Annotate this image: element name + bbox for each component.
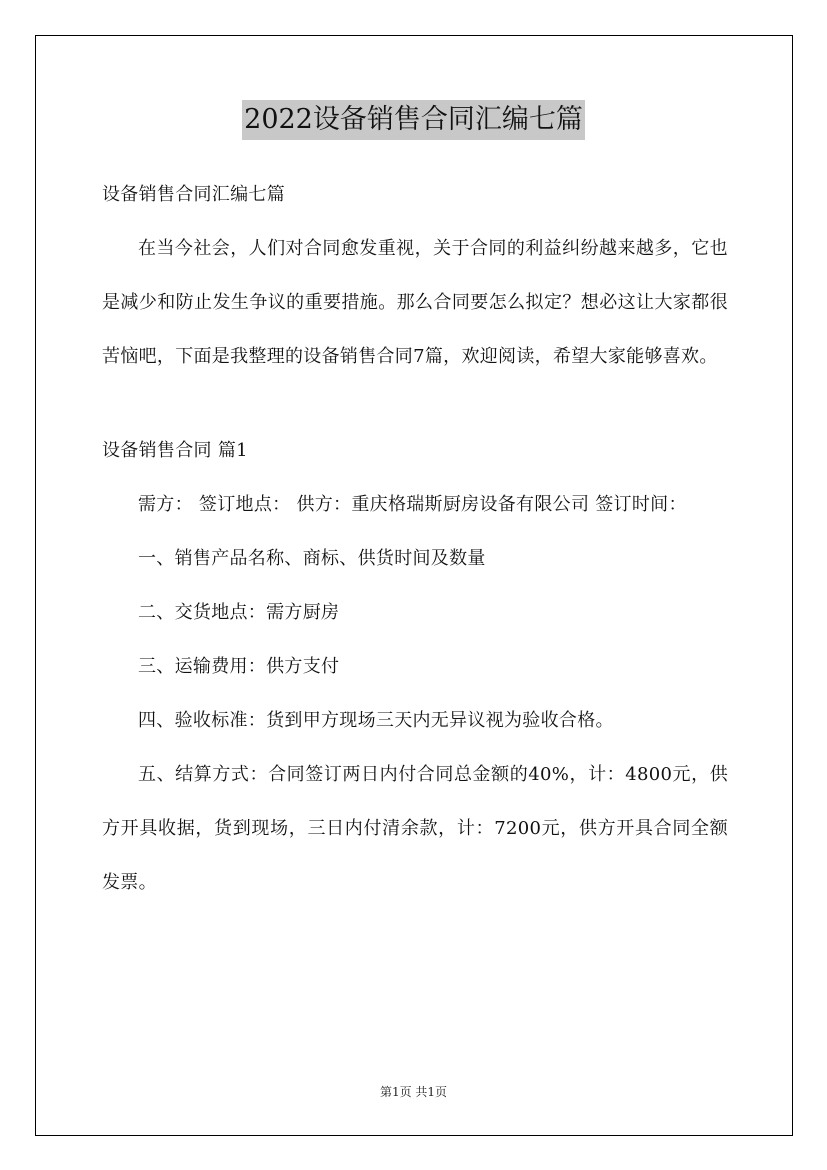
intro-paragraph: 在当今社会，人们对合同愈发重视，关于合同的利益纠纷越来越多，它也是减少和防止发生争议的重要措施。那么合同要怎么拟定？想必这让大家都很苦恼吧，下面是我整理的设备销售合同7篇，欢迎阅读，希望大家能够喜欢。 [102, 238, 728, 367]
clause-4: 四、验收标准：货到甲方现场三天内无异议视为验收合格。 [138, 710, 614, 731]
document-body [102, 168, 728, 910]
spacer [102, 384, 728, 424]
page-footer: 第1页 共1页 [379, 1085, 448, 1099]
title-container [0, 100, 827, 140]
subtitle: 设备销售合同汇编七篇 [102, 184, 285, 205]
document-title: 2022设备销售合同汇编七篇 [242, 100, 585, 140]
clause-2: 二、交货地点：需方厨房 [138, 602, 340, 623]
parties-paragraph: 需方： 签订地点： 供方：重庆格瑞斯厨房设备有限公司 签订时间： [138, 494, 687, 515]
section-heading: 设备销售合同 篇1 [102, 440, 248, 461]
clause-1: 一、销售产品名称、商标、供货时间及数量 [138, 548, 486, 569]
clause-3: 三、运输费用：供方支付 [138, 656, 340, 677]
clause-5: 五、结算方式：合同签订两日内付合同总金额的40%，计：4800元，供方开具收据，货到现场，三日内付清余款，计：7200元，供方开具合同全额发票。 [102, 764, 728, 893]
